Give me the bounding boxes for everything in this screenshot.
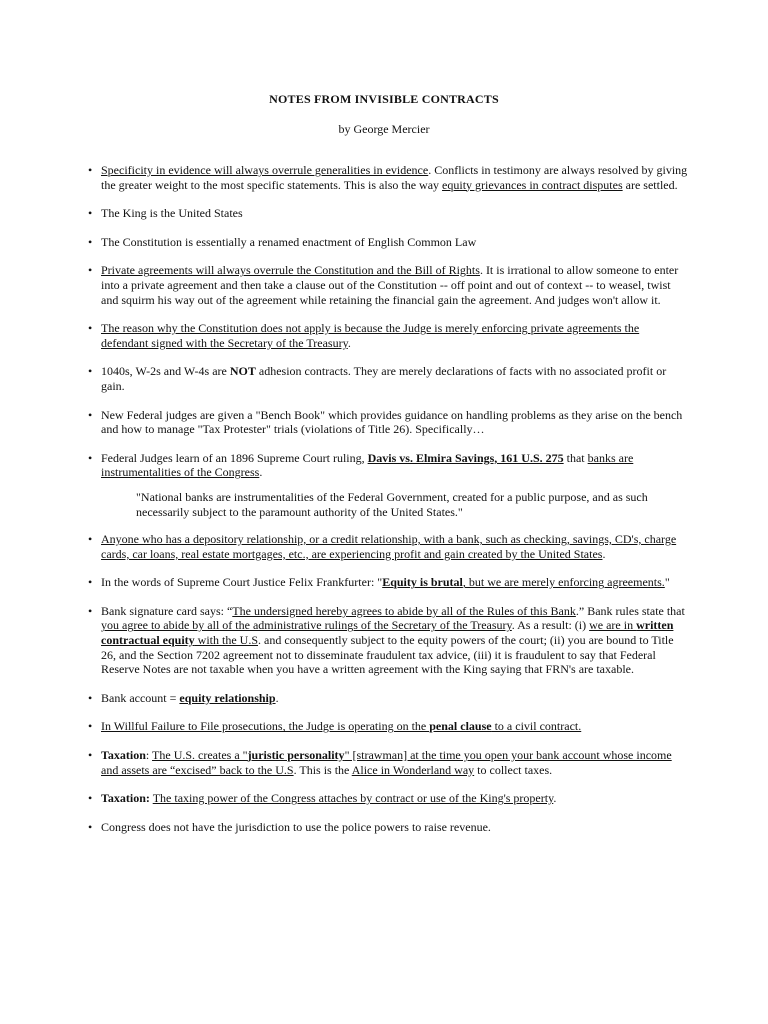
bullet-item (88, 263, 688, 307)
text-segment: Davis vs. Elmira Savings, 161 U.S. 275 (367, 450, 564, 465)
bullet-marker: • (88, 603, 93, 618)
bullet-marker: • (88, 748, 93, 763)
document-body (88, 163, 688, 848)
text-segment: . (259, 465, 263, 480)
text-segment: .” Bank rules state that (575, 603, 685, 618)
bullet-item (88, 451, 688, 480)
text-segment: Bank signature card says: “ (101, 603, 233, 618)
text-segment: we are in (589, 618, 637, 633)
bullet-item (88, 604, 688, 677)
text-segment: Alice in Wonderland way (351, 762, 475, 777)
text-segment: Congress does not have the jurisdiction to use the police powers to raise revenue. (101, 819, 491, 834)
text-segment: written contractual equity (101, 618, 674, 648)
text-segment: The U.S. creates a " (152, 748, 248, 763)
bullet-marker: • (88, 407, 93, 422)
bullet-marker: • (88, 364, 93, 379)
text-segment: The undersigned hereby agrees to abide by all of the Rules of this Bank (232, 603, 576, 618)
text-segment: . (347, 335, 351, 350)
text-segment: . Conflicts in testimony are always resolved by giving the greater weight to the most specific statements. This is also the way (101, 163, 688, 192)
bullet-item (88, 163, 688, 192)
text-segment: " (664, 575, 670, 590)
text-segment: The taxing power of the Congress attaches by contract or use of the King's property (152, 791, 554, 806)
bullet-marker: • (88, 321, 93, 336)
text-segment: Specificity in evidence will always overrule generalities in evidence (101, 163, 429, 177)
text-segment: equity relationship (179, 690, 276, 705)
text-segment: . This is the (293, 762, 352, 777)
text-segment: : (145, 748, 153, 763)
text-segment: Taxation (101, 748, 146, 763)
text-segment: . and consequently subject to the equity powers of the court; (ii) you are bound to Title 26, and the Section 7202 agreement not to disseminate fraudulent tax advice, (iii) it is fraudulent to say that Federal Reserve Notes are not taxable when you have a written agreement with the King saying that FRN's are taxable. (101, 633, 674, 677)
bullet-item (88, 691, 688, 706)
document-title: NOTES FROM INVISIBLE CONTRACTS (269, 92, 499, 106)
text-segment: The King is the United States (101, 206, 243, 221)
bullet-item (88, 719, 688, 734)
text-segment: Private agreements will always overrule the Constitution and the Bill of Rights (101, 263, 480, 278)
bullet-marker: • (88, 450, 93, 465)
text-segment: . (553, 791, 557, 806)
text-segment: Taxation: (101, 791, 150, 806)
bullet-marker: • (88, 163, 93, 177)
bullet-item (88, 820, 688, 835)
text-segment: NOT (229, 364, 256, 379)
bullet-item (88, 532, 688, 561)
text-segment: Anyone who has a depository relationship, or a credit relationship, with a bank, such as checking, savings, CD's, charge cards, car loans, real estate mortgages, etc., are experiencing profit and gain created by the United States (101, 532, 677, 561)
text-segment: In Willful Failure to File prosecutions, the Judge is operating on the (101, 719, 430, 734)
text-segment: equity grievances in contract disputes (442, 177, 623, 192)
text-segment: New Federal judges are given a "Bench Book" which provides guidance on handling problems as they arise on the bench and how to manage "Tax Protester" trials (violations of Title 26). Specifically… (101, 407, 683, 437)
text-segment: The Constitution is essentially a renamed enactment of English Common Law (101, 234, 477, 249)
bullet-marker: • (88, 719, 93, 734)
bullet-marker: • (88, 791, 93, 806)
text-segment: to collect taxes. (474, 762, 553, 777)
text-segment: with the U.S (194, 633, 258, 648)
bullet-item (88, 321, 688, 350)
text-segment: " [strawman] at the time you open your bank account whose income and assets are “excised” back to the U.S (101, 748, 672, 777)
bullet-marker: • (88, 263, 93, 278)
text-segment: adhesion contracts. They are merely declarations of facts with no associated profit or gain. (101, 364, 667, 393)
bullet-item (88, 364, 688, 393)
bullet-marker: • (88, 575, 93, 590)
text-segment: that (563, 450, 588, 465)
block-quote: "National banks are instrumentalities of the Federal Government, created for a public purpose, and as such necessarily subject to the paramount authority of the United States." (136, 489, 648, 519)
text-segment: In the words of Supreme Court Justice Felix Frankfurter: " (101, 575, 383, 590)
text-segment: . As a result: (i) (511, 618, 590, 633)
bullet-marker: • (88, 206, 93, 221)
bullet-marker: • (88, 690, 93, 705)
bullet-marker: • (88, 819, 93, 834)
text-segment: penal clause (429, 719, 492, 734)
text-segment: . (275, 690, 279, 705)
text-segment: are settled. (622, 177, 678, 192)
document-byline: by George Mercier (338, 122, 430, 136)
bullet-item (88, 748, 688, 777)
text-segment: Equity is brutal (382, 575, 463, 590)
bullet-item (88, 791, 688, 806)
text-segment: The reason why the Constitution does not apply is because the Judge is merely enforcing private agreements the defendant signed with the Secretary of the Treasury (101, 321, 640, 350)
bullet-item (88, 235, 688, 250)
text-segment: . It is irrational to allow someone to enter into a private agreement and then take a clause out of the Constitution -- off point and out of context -- to weasel, twist and squirm his way out of the agreement while retaining the financial gain the agreement. And judges won't allow it. (101, 263, 679, 307)
text-segment: banks are instrumentalities of the Congress (101, 450, 634, 480)
bullet-item (88, 408, 688, 437)
text-segment: , but we are merely enforcing agreements. (462, 575, 665, 590)
bullet-item (88, 575, 688, 590)
text-segment: Bank account = (101, 690, 180, 705)
text-segment: . (602, 546, 606, 561)
text-segment: juristic personality (247, 748, 345, 763)
text-segment: you agree to abide by all of the administrative rulings of the Secretary of the Treasury (101, 618, 512, 633)
text-segment: to a civil contract. (491, 719, 582, 734)
bullet-marker: • (88, 532, 93, 547)
bullet-marker: • (88, 234, 93, 249)
text-segment: 1040s, W-2s and W-4s are (101, 364, 230, 379)
text-segment: Federal Judges learn of an 1896 Supreme Court ruling, (101, 450, 368, 465)
bullet-item (88, 206, 688, 221)
